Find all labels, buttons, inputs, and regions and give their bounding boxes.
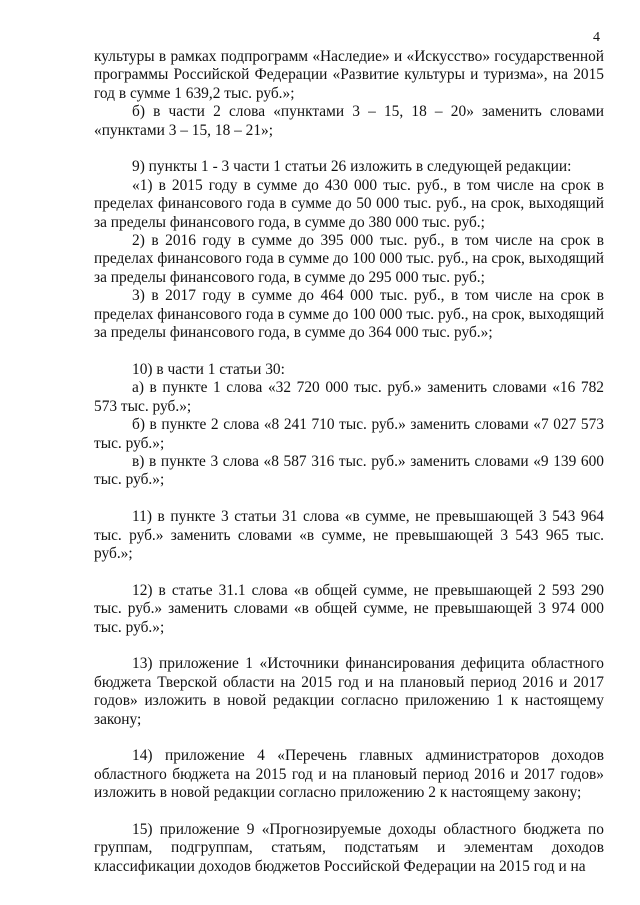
paragraph: «1) в 2015 году в сумме до 430 000 тыс. руб., в том числе на срок в пределах финансового года в сумме до 50 000 тыс. руб., на срок, выходящий за пределы финансового года, в сумме до 380 000 тыс. руб.; xyxy=(94,176,604,231)
paragraph: а) в пункте 1 слова «32 720 000 тыс. руб.» заменить словами «16 782 573 тыс. руб.»; xyxy=(94,379,604,415)
paragraph: 13) приложение 1 «Источники финансирования дефицита областного бюджета Тверской области на 2015 год и на плановый период 2016 и 2017 годов» изложить в новой редакции согласно приложению 1 к настоящему закону; xyxy=(94,655,604,728)
paragraph-gap xyxy=(94,563,604,581)
paragraph: б) в пункте 2 слова «8 241 710 тыс. руб.» заменить словами «7 027 573 тыс. руб.»; xyxy=(94,416,604,452)
paragraph: 10) в части 1 статьи 30: xyxy=(132,360,285,378)
paragraph: б) в части 2 слова «пунктами 3 – 15, 18 – 20» заменить словами «пунктами 3 – 15, 18 – 21»; xyxy=(94,103,604,139)
page-number: 4 xyxy=(593,30,600,45)
paragraph-gap xyxy=(94,342,604,360)
paragraph: 2) в 2016 году в сумме до 395 000 тыс. руб., в том числе на срок в пределах финансового года в сумме до 100 000 тыс. руб., на срок, выходящий за пределы финансового года, в сумме до 295 000 тыс. руб.; xyxy=(94,232,604,286)
paragraph-gap xyxy=(94,490,604,508)
paragraph: в) в пункте 3 слова «8 587 316 тыс. руб.» заменить словами «9 139 600 тыс. руб.»; xyxy=(94,452,604,489)
paragraph: 11) в пункте 3 статьи 31 слова «в сумме, не превышающей 3 543 964 тыс. руб.» заменить словами «в сумме, не превышающей 3 543 965 тыс. руб.»; xyxy=(94,508,604,562)
paragraph: культуры в рамках подпрограмм «Наследие» и «Искусство» государственной программы Российской Федерации «Развитие культуры и туризма», на 2015 год в сумме 1 639,2 тыс. руб.»; xyxy=(94,48,604,102)
paragraph-gap xyxy=(94,729,604,747)
paragraph: 14) приложение 4 «Перечень главных администраторов доходов областного бюджета на 2015 год и на плановый период 2016 и 2017 годов» изложить в новой редакции согласно приложению 2 к настоящему закону; xyxy=(94,747,604,802)
paragraph: 15) приложение 9 «Прогнозируемые доходы областного бюджета по группам, подгруппам, статьям, подстатьям и элементам доходов классификации доходов бюджетов Российской Федерации на 2015 год и на xyxy=(94,820,604,875)
paragraph: 9) пункты 1 - 3 части 1 статьи 26 изложить в следующей редакции: xyxy=(132,158,572,176)
paragraph-gap xyxy=(94,637,604,655)
paragraph: 3) в 2017 году в сумме до 464 000 тыс. руб., в том числе на срок в пределах финансового года в сумме до 100 000 тыс. руб., на срок, выходящий за пределы финансового года, в сумме до 364 000 тыс. руб.»; xyxy=(94,287,604,342)
document-body xyxy=(94,48,604,876)
paragraph-gap xyxy=(94,140,604,158)
paragraph-gap xyxy=(94,803,604,821)
paragraph: 12) в статье 31.1 слова «в общей сумме, не превышающей 2 593 290 тыс. руб.» заменить словами «в общей сумме, не превышающей 3 974 000 тыс. руб.»; xyxy=(94,581,604,636)
